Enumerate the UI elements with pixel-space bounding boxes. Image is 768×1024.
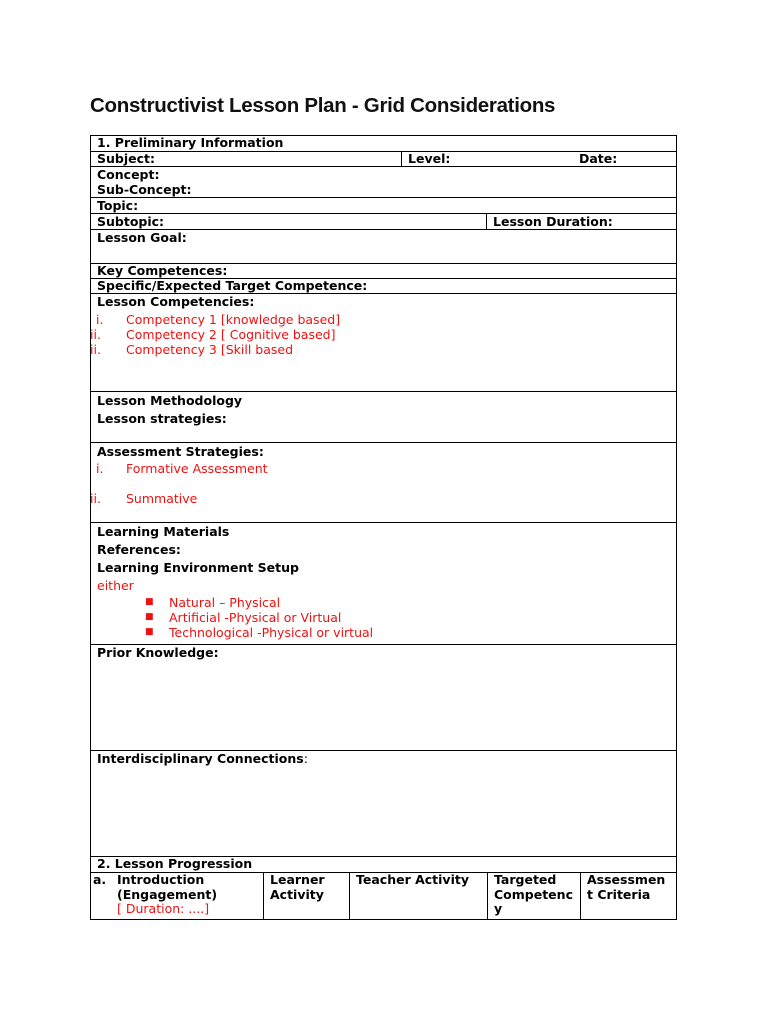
list-number: i. xyxy=(96,461,104,476)
lesson-competencies-row xyxy=(91,294,676,392)
interdisciplinary-label: Interdisciplinary Connections xyxy=(97,751,304,766)
lesson-plan-table xyxy=(90,135,677,920)
target-competence-row: Specific/Expected Target Competence: xyxy=(91,279,676,294)
introduction-cell xyxy=(91,873,264,919)
date-label: Date: xyxy=(579,151,618,166)
list-item xyxy=(91,312,676,327)
targeted-competency-header xyxy=(488,873,581,919)
preliminary-information-heading: 1. Preliminary Information xyxy=(91,136,676,152)
list-item xyxy=(91,327,676,342)
prior-knowledge-row: Prior Knowledge: xyxy=(91,645,676,751)
environment-options-list xyxy=(91,595,676,640)
intro-duration: [ Duration: ....] xyxy=(117,901,210,916)
references-label: References: xyxy=(97,542,181,557)
list-number: ii. xyxy=(90,342,101,357)
lesson-progression-heading: 2. Lesson Progression xyxy=(91,857,676,873)
list-item xyxy=(91,491,676,506)
lesson-duration-cell: Lesson Duration: xyxy=(493,214,613,229)
concept-label: Concept: xyxy=(97,167,160,182)
header-text: Competenc xyxy=(494,886,573,902)
list-item xyxy=(91,461,676,476)
list-number: i. xyxy=(96,312,104,327)
key-competences-row: Key Competences: xyxy=(91,264,676,279)
competency-text: Competency 1 [knowledge based] xyxy=(126,312,341,327)
option-text: Natural – Physical xyxy=(169,595,281,610)
assessment-strategies-label: Assessment Strategies: xyxy=(97,444,264,459)
topic-row: Topic: xyxy=(91,198,676,214)
learning-materials-block xyxy=(91,523,676,577)
learning-materials-row xyxy=(91,523,676,645)
either-label: either xyxy=(97,578,134,593)
subject-cell: Subject: xyxy=(91,152,402,166)
competency-list xyxy=(91,312,676,357)
level-label: Level: xyxy=(408,151,451,166)
list-item xyxy=(91,625,676,640)
list-number: ii. xyxy=(90,491,101,506)
document-title: Constructivist Lesson Plan - Grid Considerations xyxy=(90,94,556,117)
assessment-row xyxy=(91,443,676,523)
subject-row xyxy=(91,152,676,167)
assessment-text: Formative Assessment xyxy=(126,461,268,476)
sub-concept-label: Sub-Concept: xyxy=(97,182,192,197)
intro-letter: a. xyxy=(93,872,107,887)
subtopic-cell: Subtopic: xyxy=(91,214,487,229)
intro-subtitle: (Engagement) xyxy=(117,886,218,902)
list-item xyxy=(91,595,676,610)
header-text: t Criteria xyxy=(587,886,651,902)
environment-setup-label: Learning Environment Setup xyxy=(97,560,299,575)
interdisciplinary-row xyxy=(91,751,676,857)
option-text: Artificial -Physical or Virtual xyxy=(169,610,342,625)
square-bullet-icon: ■ xyxy=(145,597,154,607)
interdisciplinary-colon: : xyxy=(303,751,308,766)
list-item xyxy=(91,342,676,357)
header-text: Assessmen xyxy=(587,872,666,887)
list-item xyxy=(91,610,676,625)
lesson-progression-header-row xyxy=(91,873,676,919)
competency-text: Competency 3 [Skill based xyxy=(126,342,294,357)
methodology-row xyxy=(91,392,676,443)
lesson-methodology-label: Lesson Methodology xyxy=(97,393,243,408)
square-bullet-icon: ■ xyxy=(145,612,154,622)
lesson-goal-row: Lesson Goal: xyxy=(91,230,676,264)
teacher-activity-header: Teacher Activity xyxy=(350,873,488,919)
lesson-competencies-label: Lesson Competencies: xyxy=(97,294,255,309)
learning-materials-label: Learning Materials xyxy=(97,524,230,539)
competency-text: Competency 2 [ Cognitive based] xyxy=(126,327,336,342)
square-bullet-icon: ■ xyxy=(145,627,154,637)
assessment-criteria-header xyxy=(581,873,676,919)
concept-row xyxy=(91,167,676,198)
assessment-text: Summative xyxy=(126,491,198,506)
header-text: Activity xyxy=(270,886,324,902)
intro-title: Introduction xyxy=(117,872,205,887)
lesson-strategies-label: Lesson strategies: xyxy=(97,411,227,426)
list-number: ii. xyxy=(90,327,101,342)
assessment-list xyxy=(91,461,676,506)
header-text: Learner xyxy=(270,872,325,887)
header-text: y xyxy=(494,901,503,916)
subtopic-row xyxy=(91,214,676,230)
learner-activity-header xyxy=(264,873,350,919)
option-text: Technological -Physical or virtual xyxy=(169,625,374,640)
level-date-cell xyxy=(402,152,676,166)
header-text: Targeted xyxy=(494,872,557,887)
